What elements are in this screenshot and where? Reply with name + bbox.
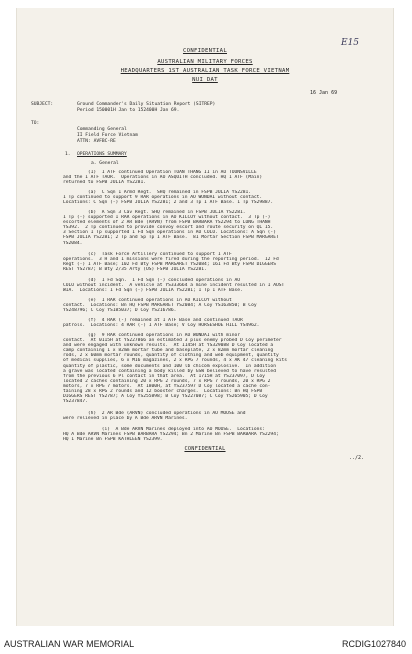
- paragraph-line: were relieved in place by A Bde ARVN Marines.: [63, 416, 188, 422]
- continuation-marker: ../2.: [349, 455, 365, 461]
- paragraph-line: located 2 caches containing 20 x RPG 2 rounds, 7 x RPG 7 rounds, 20 x RPG 2: [63, 378, 271, 384]
- paragraph-line: YS2084.: [63, 240, 83, 246]
- paragraph-line: quantity of plastic, some documents and 100 lb chicom explosive. In addition: [63, 363, 276, 369]
- archive-name: AUSTRALIAN WAR MEMORIAL: [4, 639, 135, 649]
- to-line-2: II Field Force Vietnam: [77, 133, 138, 138]
- org-line-3: NUI DAT: [192, 77, 218, 83]
- paragraph-1h-arvn-brigade: [63, 411, 383, 421]
- classification-bottom: CONFIDENTIAL: [184, 446, 226, 452]
- subsection-general: a. General: [91, 161, 119, 166]
- paragraph-line: a grave was located containing a body killed by GSW believed to have resulted: [63, 368, 276, 374]
- paragraph-line: camp containing 1 x 82mm mortar tube and baseplate, 2 x 82mm mortar cleaning: [63, 348, 274, 354]
- paragraph-line: (c) Task Force Artillery continued to support 1 ATF: [63, 252, 232, 257]
- report-date: 16 Jan 69: [310, 90, 338, 96]
- paragraph-line: REST YS2787; B Bty 2/35 Arty (US) FSPB JULIA YS2281.: [63, 267, 207, 273]
- paragraph-line: (f) 4 RAR (-) remained at 1 ATF Base and continued TAOR: [63, 318, 243, 323]
- subject-label: SUBJECT:: [31, 102, 54, 107]
- paragraph-line: (1) 1 ATF continued Operation TOAN THANG II in AO TOUNSVILLE: [63, 170, 257, 175]
- paragraph-line: operations. 3 H and 1 missions were fired during the reporting period. 12 Fd: [63, 257, 279, 263]
- paragraph-line: taining 28 x RPG 2 rounds and 12 booster charges. Locations: Bn HQ FSPB: [63, 389, 263, 395]
- org-line-2: HEADQUARTERS 1ST AUSTRALIAN TASK FORCE VIETNAM: [120, 68, 290, 74]
- paragraph-line: (i) A Bde ARVN Marines deployed into AO MOOSE. Locations:: [63, 427, 265, 432]
- archive-reference: RCDIG1027840: [341, 639, 406, 649]
- paragraph-line: rods, 2 x 60mm mortar rounds, quantity of clothing and web equipment, quantity: [63, 353, 279, 359]
- paragraph-line: of medical supplies, 6 x M16 magazines, 2 x RPG 7 rounds, 4 x AK 47 cleaning kits: [63, 358, 288, 364]
- to-line-3: ATTN: AVFBC-RE: [77, 139, 116, 144]
- paragraph-line: escorted elements of 2 AR Bde (ARVN) from FSPB BARBARA YS2294 to LONG THANH: [63, 220, 271, 226]
- paragraph-1b-cavalry: [63, 210, 383, 246]
- paragraph-line: from the previous 6 Pl contact in that area. At 1715H at YS237097, D Coy: [63, 373, 265, 379]
- paragraph-line: WIA. Locations: 1 Fd Sqn (-) FSPB JULIA YS2281; 1 Tp 1 ATF Base.: [63, 288, 243, 294]
- paragraph-line: patrols. Locations: 4 RAR (-) 1 ATF Base; V Coy HORSESHOE HILL YS4962.: [63, 323, 260, 329]
- paragraph-1: [63, 170, 383, 185]
- subject-line-2: Period 150001H Jan to 152400H Jan 69.: [77, 108, 180, 113]
- paragraph-line: contact. At 0115H at YS227866 an estimated 3 plus enemy probed D Coy perimeter: [63, 338, 282, 344]
- paragraph-1f-4rar: [63, 318, 383, 328]
- paragraph-line: (b) A Sqn 3 Cav Regt. SHQ remained in FSPB JULIA YS2281.: [63, 210, 246, 215]
- subject-line-1: Ground Commander's Daily Situation Report (SITREP): [77, 102, 216, 107]
- org-line-1: AUSTRALIAN MILITARY FORCES: [157, 59, 253, 65]
- paragraph-line: YS392. 2 Tp continued to provide convoy escort and route security on QL 15.: [63, 225, 274, 231]
- paragraph-line: 1 Tp (-) supported 1 RAR operations in AO KILCOY without contact. 3 Tp (-): [63, 215, 271, 221]
- paragraph-line: Locations: C Sqn (-) FSPB JULIA YS2281; 2 and 3 Tp 1 ATF Base. 1 Tp YS29887.: [63, 200, 274, 206]
- archive-footer: [0, 634, 412, 654]
- document-page: [16, 8, 394, 626]
- paragraph-line: (a) C Sqn 1 Armd Regt. SHQ remained in FSPB JULIA YS2281.: [63, 190, 252, 195]
- paragraph-line: and the 1 ATF TAOR. Operations in AO ASQUITH concluded. HQ 1 ATF (Main): [63, 175, 263, 181]
- paragraph-1g-9rar: [63, 333, 383, 404]
- paragraph-line: (g) 9 RAR continued operations in AO WUNDAI with minor: [63, 333, 241, 338]
- paragraph-1a-armour: [63, 190, 383, 205]
- paragraph-line: 3 Section 1 Tp supported 1 Fd Sqn operations in AO COLO. Locations: A Sqn (-): [63, 230, 276, 236]
- section-number: 1.: [65, 152, 71, 157]
- paragraph-1c-artillery: [63, 252, 383, 272]
- paragraph-line: (d) 1 Fd Sqn. 1 Fd Sqn (-) concluded operations in AO: [63, 278, 241, 283]
- paragraph-line: YS248796; C Coy YS185037; D Coy YS216786.: [63, 308, 177, 314]
- paragraph-line: 1 Tp continued to support 9 RAR operations in AO WUNDAI without contact.: [63, 195, 263, 201]
- paragraph-line: HQ A Bde ARVN Marines FSPB BARBARA YS2294; Bn 2 Marine Bn FSPB BARBARA YS2294;: [63, 432, 279, 438]
- paragraph-line: Regt (-) 1 ATF Base; 102 Fd Bty FSPB MARGARET YS2084; 161 Fd Bty FSPB DIGGERS: [63, 262, 276, 268]
- paragraph-line: COLO without incident. A vehicle at YS333664 a mine incident resulted in 1 AUST: [63, 283, 285, 289]
- paragraph-line: YS237847.: [63, 399, 88, 405]
- paragraph-line: (h) 2 AR Bde (ARVN) concluded operations in AO MOOSE and: [63, 411, 246, 416]
- paragraph-line: FSPB JULIA YS2281; 2 Tp and Sp Tp 1 ATF Base. 81 Mortar Section FSPB MARGARET: [63, 235, 279, 241]
- handwritten-reference: E15: [341, 38, 360, 48]
- paragraph-line: DIGGERS REST YS2787; A Coy YS255898; B Coy YS227087; C Coy YS265905; D Coy: [63, 394, 268, 400]
- paragraph-line: and were engaged with unknown results. At 1145H at YS329088 D Coy located a: [63, 343, 274, 349]
- to-line-1: Commanding General: [77, 127, 127, 132]
- to-label: TO:: [31, 121, 40, 126]
- paragraph-line: (e) 1 RAR continued operations in AO KILCOY without: [63, 298, 232, 303]
- paragraph-1h-i-marines: [63, 427, 383, 442]
- paragraph-1e-1rar: [63, 298, 383, 313]
- paragraph-line: motors, 7 x RPG 7 motors. At 1800H, at YS237597 D Coy located a cache con-: [63, 383, 271, 389]
- classification-top: CONFIDENTIAL: [182, 48, 227, 54]
- paragraph-line: contact. Locations: Bn HQ FSPB MARGARET YS2084; A Coy YS163850; B Coy: [63, 303, 257, 309]
- paragraph-1d-field-squadron: [63, 278, 383, 293]
- paragraph-line: returned to FSPB JULIA YS2281.: [63, 180, 146, 186]
- paragraph-line: HQ 1 Marine Bn FSPB KATHLEEN YS2399.: [63, 437, 163, 443]
- section-title: OPERATIONS SUMMARY: [77, 152, 127, 157]
